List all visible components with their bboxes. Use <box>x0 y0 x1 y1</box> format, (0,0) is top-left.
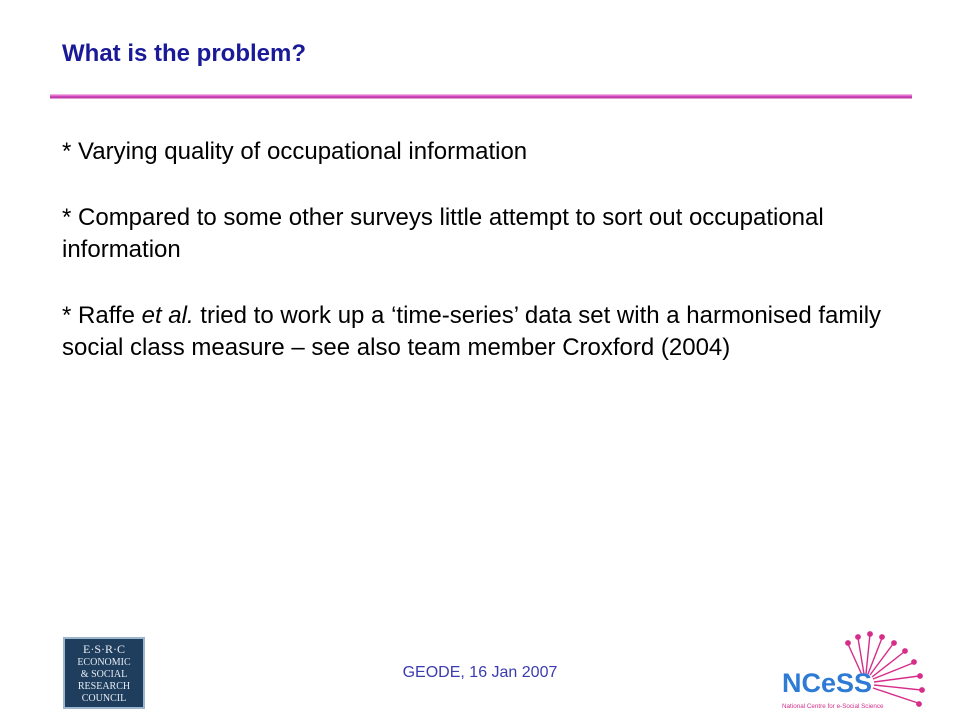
bullet-item: * Varying quality of occupational information <box>62 138 528 165</box>
esrc-logo-line: ECONOMIC <box>77 657 131 668</box>
bullet-text-end: tried to work up a ‘time-series’ data set with a harmonised family social class measure – see also team member Croxford (2004) <box>62 302 882 361</box>
footer-text: GEODE, 16 Jan 2007 <box>402 664 558 681</box>
slide-title: What is the problem? <box>62 40 307 67</box>
esrc-logo-line: COUNCIL <box>81 693 127 704</box>
bullet-item: * Compared to some other surveys little attempt to sort out occupational information <box>62 204 824 263</box>
bullet-text-italic: et al. <box>141 302 194 329</box>
ncess-tagline: National Centre for e-Social Science <box>782 703 884 710</box>
bullet-list <box>62 136 912 398</box>
esrc-logo-line: RESEARCH <box>77 681 131 692</box>
title-divider <box>50 94 912 99</box>
ncess-wordmark: NCeSS <box>782 668 873 698</box>
esrc-logo-line: & SOCIAL <box>80 669 128 680</box>
ncess-logo <box>780 630 930 715</box>
esrc-logo-line: E·S·R·C <box>83 642 125 656</box>
bullet-text-start: * Raffe <box>62 302 142 329</box>
esrc-logo <box>63 637 145 709</box>
bullet-item <box>62 300 912 364</box>
